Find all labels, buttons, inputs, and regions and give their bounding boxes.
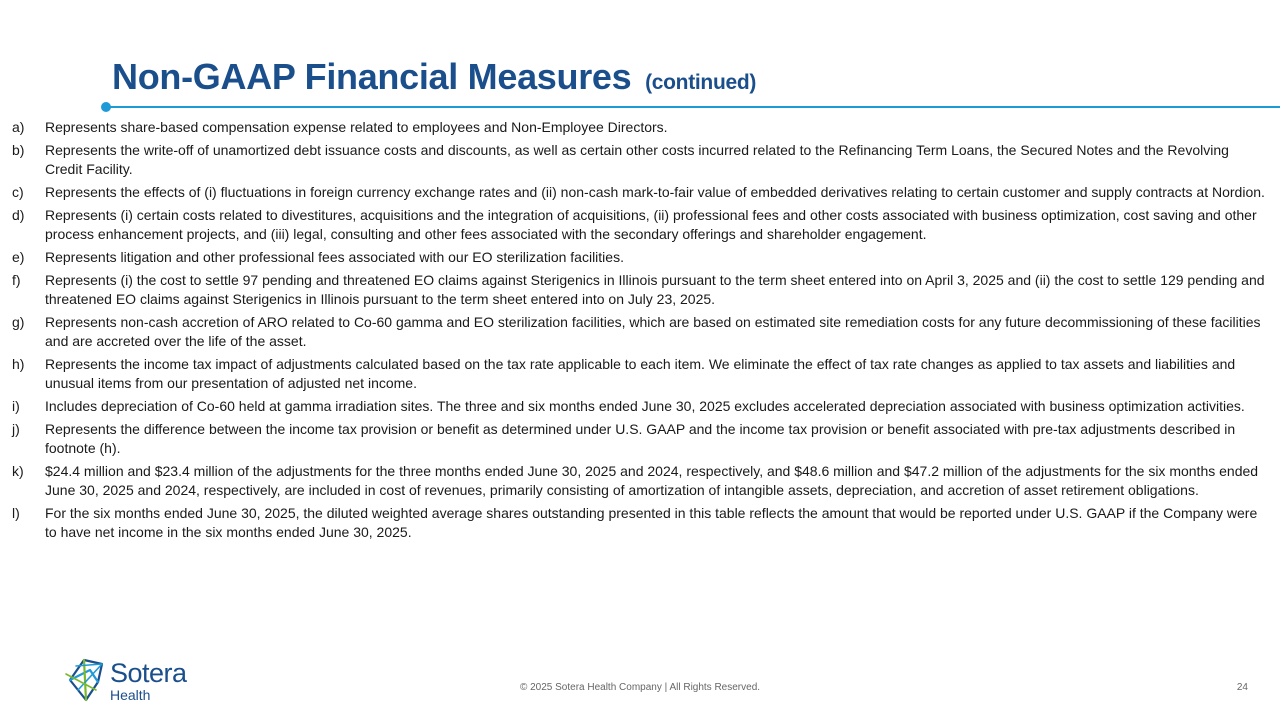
footnote-label: d) (12, 207, 25, 223)
footnote-item (12, 397, 1270, 416)
footnote-item (12, 420, 1270, 458)
page-number: 24 (1236, 682, 1248, 693)
footnote-item (12, 355, 1270, 393)
footnote-item (12, 271, 1270, 309)
footnote-label: a) (12, 119, 25, 135)
footnote-item (12, 141, 1270, 179)
footnote-label: i) (12, 398, 20, 414)
footnote-text: Represents (i) the cost to settle 97 pending and threatened EO claims against Sterigenics in Illinois pursuant to the term sheet entered into on April 3, 2025 and (ii) the cost to settle 129 pending and threatened EO claims against Sterigenics in Illinois pursuant to the term sheet entered into on July 23, 2025. (45, 272, 1265, 307)
footnote-label: h) (12, 356, 25, 372)
footnote-text: Represents the write-off of unamortized debt issuance costs and discounts, as well as certain other costs incurred related to the Refinancing Term Loans, the Secured Notes and the Revolving Credit Facility. (45, 142, 1229, 177)
footnote-label: k) (12, 463, 24, 479)
footnote-item (12, 313, 1270, 351)
page-title (112, 56, 756, 98)
footnote-text: Represents share-based compensation expense related to employees and Non-Employee Directors. (45, 119, 668, 135)
footnote-item (12, 206, 1270, 244)
title-rule-line (106, 106, 1280, 108)
footnote-item (12, 118, 1270, 137)
footnote-text: Represents the difference between the income tax provision or benefit as determined under U.S. GAAP and the income tax provision or benefit associated with pre-tax adjustments described in footnote (h). (45, 421, 1236, 456)
logo-wordmark: Sotera (110, 658, 187, 688)
footnote-text: Includes depreciation of Co-60 held at gamma irradiation sites. The three and six months ended June 30, 2025 excludes accelerated depreciation associated with business optimization activities. (45, 398, 1245, 414)
footnote-text: Represents the income tax impact of adjustments calculated based on the tax rate applicable to each item. We eliminate the effect of tax rate changes as applied to tax assets and liabilities and unusual items from our presentation of adjusted net income. (45, 356, 1236, 391)
footnotes-list (12, 118, 1270, 546)
footnote-item (12, 504, 1270, 542)
footnote-item (12, 248, 1270, 267)
footnote-item (12, 183, 1270, 202)
title-suffix: (continued) (645, 71, 757, 94)
footnote-text: Represents litigation and other professional fees associated with our EO sterilization facilities. (45, 249, 624, 265)
footnote-text: $24.4 million and $23.4 million of the adjustments for the three months ended June 30, 2025 and 2024, respectively, and $48.6 million and $47.2 million of the adjustments for the six months ended June 30, 2025 and 2024, respectively, are included in cost of revenues, primarily consisting of amortization of intangible assets, depreciation, and accretion of asset retirement obligations. (45, 463, 1259, 498)
footer-copyright: © 2025 Sotera Health Company | All Rights Reserved. (519, 682, 761, 693)
footnote-label: b) (12, 142, 25, 158)
footnote-label: e) (12, 249, 25, 265)
footnote-label: c) (12, 184, 24, 200)
title-main: Non-GAAP Financial Measures (112, 56, 632, 97)
logo-subtitle: Health (110, 687, 151, 703)
footnote-text: For the six months ended June 30, 2025, the diluted weighted average shares outstanding presented in this table reflects the amount that would be reported under U.S. GAAP if the Company were to have net income in the six months ended June 30, 2025. (45, 505, 1258, 540)
footnote-text: Represents (i) certain costs related to divestitures, acquisitions and the integration of acquisitions, (ii) professional fees and other costs associated with business optimization, cost saving and other process enhancement projects, and (iii) legal, consulting and other fees associated with the secondary offerings and shareholder engagement. (45, 207, 1257, 242)
footnote-label: g) (12, 314, 25, 330)
footnote-text: Represents the effects of (i) fluctuations in foreign currency exchange rates and (ii) non-cash mark-to-fair value of embedded derivatives relating to certain customer and supply contracts at Nordion. (45, 184, 1265, 200)
footnote-text: Represents non-cash accretion of ARO related to Co-60 gamma and EO sterilization facilities, which are based on estimated site remediation costs for any future decommissioning of these facilities and are accreted over the life of the asset. (45, 314, 1261, 349)
footnote-label: l) (12, 505, 20, 521)
footnote-label: j) (12, 421, 20, 437)
footnote-label: f) (12, 272, 21, 288)
footnote-item (12, 462, 1270, 500)
